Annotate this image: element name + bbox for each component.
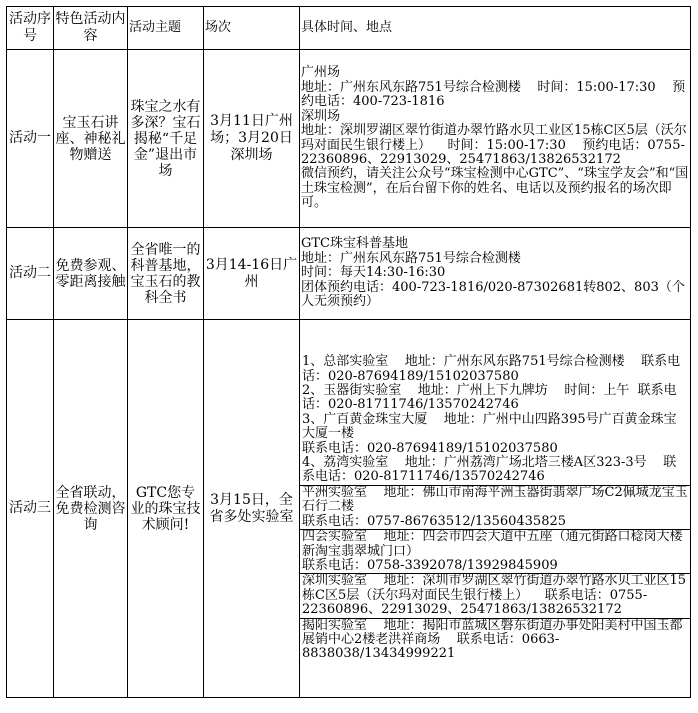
row-details xyxy=(300,320,691,698)
header-seq: 活动序号 xyxy=(7,7,54,50)
lab-text: 深圳实验室 地址：深圳市罗湖区翠竹街道办翠竹路水贝工业区15栋C区5层（沃尔玛对面民生银行楼上） 联系电话：0755-22360896、22913029、25471863/13826532172 xyxy=(302,573,687,618)
lab-text: 1、总部实验室 地址：广州东风东路751号综合检测楼 联系电话：020-87694189/15102037580 2、玉器街实验室 地址：广州上下九牌坊 时间：上午 联系电话：020-81711746/13570242746 3、广百黄金珠宝大厦 地址：广州中山四路395号广百黄金珠宝大厦一楼 联系电话：020-87694189/15102037580 4、荔湾实验室 地址：广州荔湾广场北塔三楼A区323-3号 联系电话：020-81711746/13570242746 xyxy=(302,354,681,485)
row-details xyxy=(300,50,691,228)
row-seq: 活动三 xyxy=(7,320,54,698)
row-content: 宝玉石讲座、神秘礼物赠送 xyxy=(54,50,128,228)
lab-block xyxy=(300,619,690,662)
lab-text: 平洲实验室 地址：佛山市南海平洲玉器街翡翠广场C2佩城龙宝玉石行二楼 联系电话：0757-86763512/13560435825 xyxy=(302,484,688,529)
row-theme: GTC您专业的珠宝技术顾问! xyxy=(128,320,204,698)
table-row xyxy=(7,50,691,228)
lab-text: 四会实验室 地址：四会市四会大道中五座（通元街路口稔岗大楼新淘宝翡翠城门口） 联系电话：0758-3392078/13929845909 xyxy=(302,529,683,573)
lab-block xyxy=(300,530,690,574)
lab-block xyxy=(300,486,690,530)
lab-block xyxy=(300,574,690,618)
detail-line: 广州场 xyxy=(301,65,341,81)
row-theme: 珠宝之水有多深？宝石揭秘“千足金”退出市场 xyxy=(128,50,204,228)
row-seq: 活动二 xyxy=(7,228,54,320)
detail-line: 地址：广州东风东路751号综合检测楼 时间：15:00-17:30 预约电话：400-723-1816 xyxy=(301,79,686,110)
detail-line: 团体预约电话：400-723-1816/020-87302681转802、803（个人无须预约） xyxy=(301,279,685,310)
activity-schedule-table xyxy=(6,6,691,698)
table-row xyxy=(7,320,691,698)
lab-text: 揭阳实验室 地址：揭阳市蓝城区磐东街道办事处阳美村中国玉都展销中心2楼老洪祥商场 联系电话：0663-8838038/13434999221 xyxy=(302,617,683,662)
detail-line: 地址：深圳罗湖区翠竹街道办翠竹路水贝工业区15栋C区5层（沃尔玛对面民生银行楼上） 时间：15:00-17:30 预约电话：0755-22360896、22913029、25471863/13826532172 xyxy=(301,123,687,167)
detail-line: 地址：广州东风东路751号综合检测楼 xyxy=(301,250,521,266)
header-details: 具体时间、地点 xyxy=(300,7,691,50)
row-theme: 全省唯一的科普基地，宝玉石的教科全书 xyxy=(128,228,204,320)
header-sessions: 场次 xyxy=(204,7,300,50)
table-row xyxy=(7,228,691,320)
row-sessions: 3月15日，全省多处实验室 xyxy=(204,320,300,698)
row-sessions: 3月14-16日广州 xyxy=(204,228,300,320)
detail-line: 深圳场 xyxy=(301,108,341,124)
header-theme: 活动主题 xyxy=(128,7,204,50)
lab-block xyxy=(300,355,690,486)
row-details xyxy=(300,228,691,320)
row-seq: 活动一 xyxy=(7,50,54,228)
row-content: 免费参观、零距离接触 xyxy=(54,228,128,320)
row-sessions: 3月11日广州场；3月20日深圳场 xyxy=(204,50,300,228)
detail-line: 微信预约，请关注公众号“珠宝检测中心GTC”、“珠宝学友会”和“国土珠宝检测”，在后台留下你的姓名、电话以及预约报名的场次即可。 xyxy=(301,166,689,211)
header-content: 特色活动内容 xyxy=(54,7,128,50)
row-content: 全省联动，免费检测咨询 xyxy=(54,320,128,698)
table-header-row xyxy=(7,7,691,50)
detail-line: GTC珠宝科普基地 xyxy=(301,236,409,252)
detail-line: 时间：每天14:30-16:30 xyxy=(301,265,446,281)
